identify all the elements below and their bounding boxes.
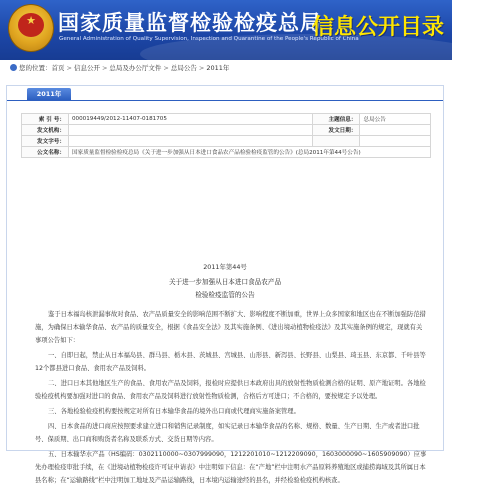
breadcrumb <box>0 63 452 77</box>
announcement-title: 关于进一步加强从日本进口食品农产品 <box>168 278 282 286</box>
topic-value: 总局公告 <box>360 114 431 125</box>
announcement-number: 2011年第44号 <box>203 263 247 271</box>
org-name-cn: 国家质量监督检验检疫总局 <box>58 11 322 35</box>
breadcrumb-year[interactable]: 2011年 <box>206 64 230 72</box>
emblem-star-icon: ★ <box>26 14 36 27</box>
doc-number-label: 发文字号： <box>22 136 69 147</box>
issuer-label: 发文机构： <box>22 125 69 136</box>
doc-title-value: 国家质量监督检验检疫总局《关于进一步加强从日本进口食品农产品检验检疫监管的公告》(总局2011年第44号公告) <box>69 147 431 158</box>
body-paragraph: 三、各地检验检疫机构要按规定对所有日本输华食品的境外出口商或代理商实施备案管理。 <box>48 408 300 415</box>
breadcrumb-separator: > <box>163 64 169 72</box>
issue-date-label: 发文日期： <box>313 125 360 136</box>
doc-title-label: 公文名称： <box>22 147 69 158</box>
breadcrumb-info-public[interactable]: 信息公开 <box>73 64 100 72</box>
meta-row <box>22 125 431 136</box>
announcement-subtitle: 检验检疫监管的公告 <box>195 291 255 299</box>
announcement-body <box>35 308 427 489</box>
meta-row <box>22 147 431 158</box>
body-paragraph: 五、日本输华水产品（HS编码：0302110000~0307999090，1212201010~1212209090，1603000090~1605909090）应事先办理检疫审批手续，在《进境动植物检疫许可证申请表》中注明如下信息：在“产地”栏中注明水产品原料养殖地区或捕捞海域及其所属日本县名称；在“运输路线”栏中注明加工地址及产品运输路线，日本境内运输途经的县名，并经检验检疫机构核查。 <box>35 451 427 484</box>
tab-divider <box>7 100 443 101</box>
meta-empty-value <box>360 136 431 147</box>
breadcrumb-documents[interactable]: 总局及办公厅文件 <box>109 64 162 72</box>
breadcrumb-home[interactable]: 首页 <box>51 64 65 72</box>
body-paragraph: 一、自即日起，禁止从日本福岛县、群马县、栃木县、茨城县、宫城县、山形县、新泻县、长野县、山梨县、琦玉县、东京都、千叶县等12个都县进口食品、食用农产品及饲料。 <box>35 352 426 372</box>
index-value: 000019449/2012-11407-0181705 <box>69 114 313 125</box>
site-title: 信息公开目录 <box>312 15 445 40</box>
meta-row <box>22 114 431 125</box>
content-panel <box>6 85 444 484</box>
national-emblem-icon[interactable] <box>8 4 54 52</box>
topic-label: 主题信息： <box>313 114 360 125</box>
index-label: 索 引 号： <box>22 114 69 125</box>
location-icon <box>10 64 17 71</box>
issuer-value <box>69 125 313 136</box>
breadcrumb-separator: > <box>66 64 72 72</box>
org-name-en: General Administration of Quality Supervision, Inspection and Quarantine of the People's Republic of China <box>59 36 359 42</box>
body-paragraph: 四、日本食品的进口商应按照要求建立进口和销售记录制度，如实记录日本输华食品的名称、规格、数量、生产日期、生产或者进口批号、保质期、出口商和购货者名称及联系方式、交货日期等内容。 <box>35 423 420 443</box>
doc-number-value <box>69 136 313 147</box>
meta-empty-label <box>313 136 360 147</box>
breadcrumb-announcements[interactable]: 总局公告 <box>170 64 197 72</box>
breadcrumb-separator: > <box>198 64 205 72</box>
body-paragraph: 鉴于日本福岛核泄漏事故对食品、农产品质量安全的影响范围不断扩大、影响程度不断加重，世界上众多国家和地区也在不断加强防范措施，为确保日本输华食品、农产品的质量安全，根据《食品安全法》及其实施条例、《进出境动植物检疫法》及其实施条例的规定，现就有关事项公告如下： <box>35 311 426 344</box>
document-meta-table <box>21 113 431 158</box>
site-header <box>0 0 452 60</box>
issue-date-value <box>360 125 431 136</box>
breadcrumb-prefix: 您的位置： <box>19 64 52 72</box>
meta-row <box>22 136 431 147</box>
body-paragraph: 二、进口日本其他地区生产的食品、食用农产品及饲料，报检时应提供日本政府出具的放射性物质检测合格的证明、原产地证明。各地检验检疫机构要加强对进口的食品、食用农产品及饲料进行放射性物质检测，合格后方可进口；不合格的，要按规定予以处理。 <box>35 380 426 400</box>
tab-2011[interactable]: 2011年 <box>27 88 71 100</box>
breadcrumb-separator: > <box>101 64 108 72</box>
